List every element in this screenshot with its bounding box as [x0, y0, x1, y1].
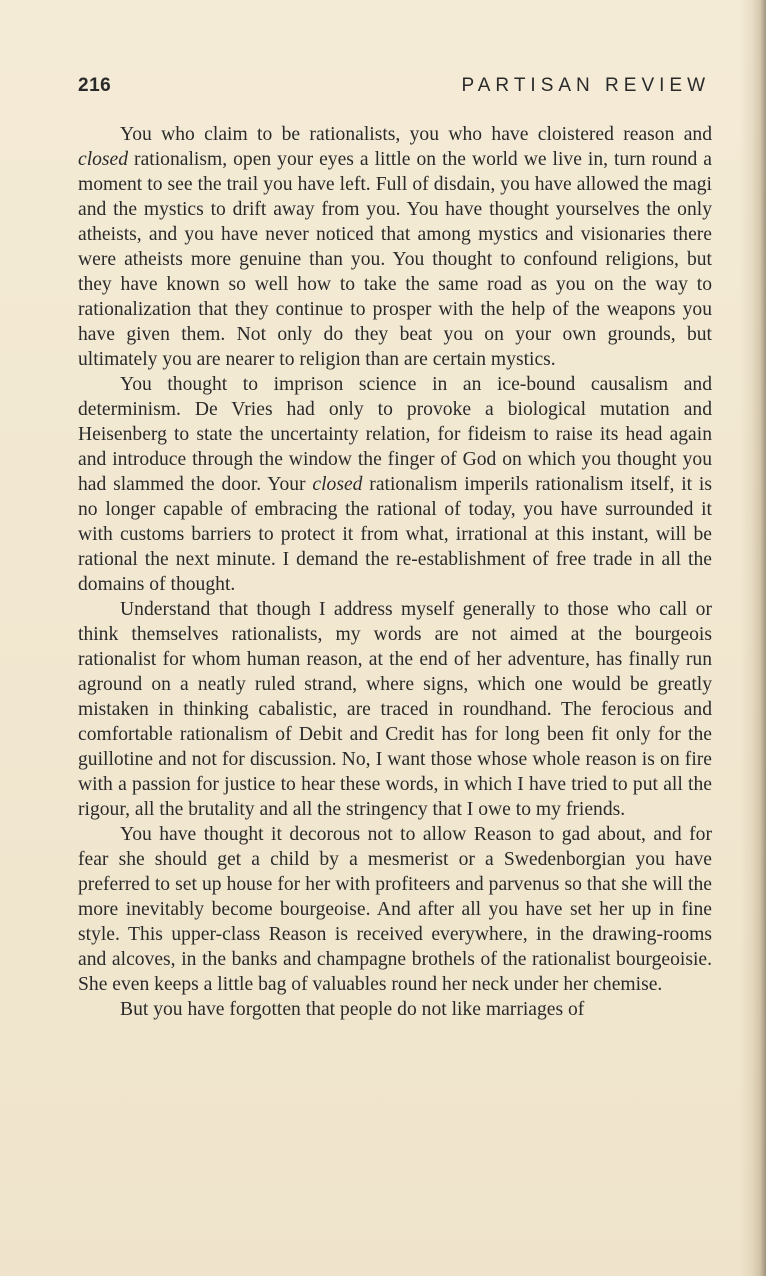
- page-number: 216: [78, 75, 112, 96]
- paragraph: You thought to imprison science in an ice-bound causalism and determinism. De Vries had only to provoke a biological mutation and Heisenberg to state the uncertainty relation, for fideism to raise its head again and introduce through the window the finger of God on which you thought you had slammed the door. Your closed rationalism imperils rationalism itself, it is no longer capable of embracing the rational of today, you have surrounded it with customs barriers to protect it from what, irrational at this instant, will be rational the next minute. I demand the re-establishment of free trade in all the domains of thought.: [78, 374, 712, 595]
- paragraph: But you have forgotten that people do not like marriages of: [120, 999, 585, 1020]
- paragraph: You have thought it decorous not to allow Reason to gad about, and for fear she should get a child by a mesmerist or a Swedenborgian you have preferred to set up house for her with profiteers and parvenus so that she will the more inevitably become bourgeoise. And after all you have set her up in fine style. This upper-class Reason is received everywhere, in the drawing-rooms and alcoves, in the banks and champagne brothels of the rationalist bourgeoisie. She even keeps a little bag of valuables round her neck under her chemise.: [78, 824, 712, 995]
- paragraph: You who claim to be rationalists, you who have cloistered reason and closed rationalism, open your eyes a little on the world we live in, turn round a moment to see the trail you have left. Full of disdain, you have allowed the magi and the mystics to drift away from you. You have thought yourselves the only atheists, and you have never noticed that among mystics and visionaries there were atheists more genuine than you. You thought to confound religions, but they have known so well how to take the same road as you on the way to rationalization that they continue to prosper with the help of the weapons you have given them. Not only do they beat you on your own grounds, but ultimately you are nearer to religion than are certain mystics.: [78, 124, 712, 370]
- page-header: [78, 75, 710, 101]
- body-text: [78, 122, 712, 1022]
- paragraph: Understand that though I address myself generally to those who call or think themselves rationalists, my words are not aimed at the bourgeois rationalist for whom human reason, at the end of her adventure, has finally run aground on a neatly ruled strand, where signs, which one would be greatly mistaken in thinking cabalistic, are traced in roundhand. The ferocious and comfortable rationalism of Debit and Credit has for long been fit only for the guillotine and not for discussion. No, I want those whose whole reason is on fire with a passion for justice to hear these words, in which I have tried to put all the rigour, all the brutality and all the stringency that I owe to my friends.: [78, 599, 712, 820]
- running-head: PARTISAN REVIEW: [461, 75, 710, 96]
